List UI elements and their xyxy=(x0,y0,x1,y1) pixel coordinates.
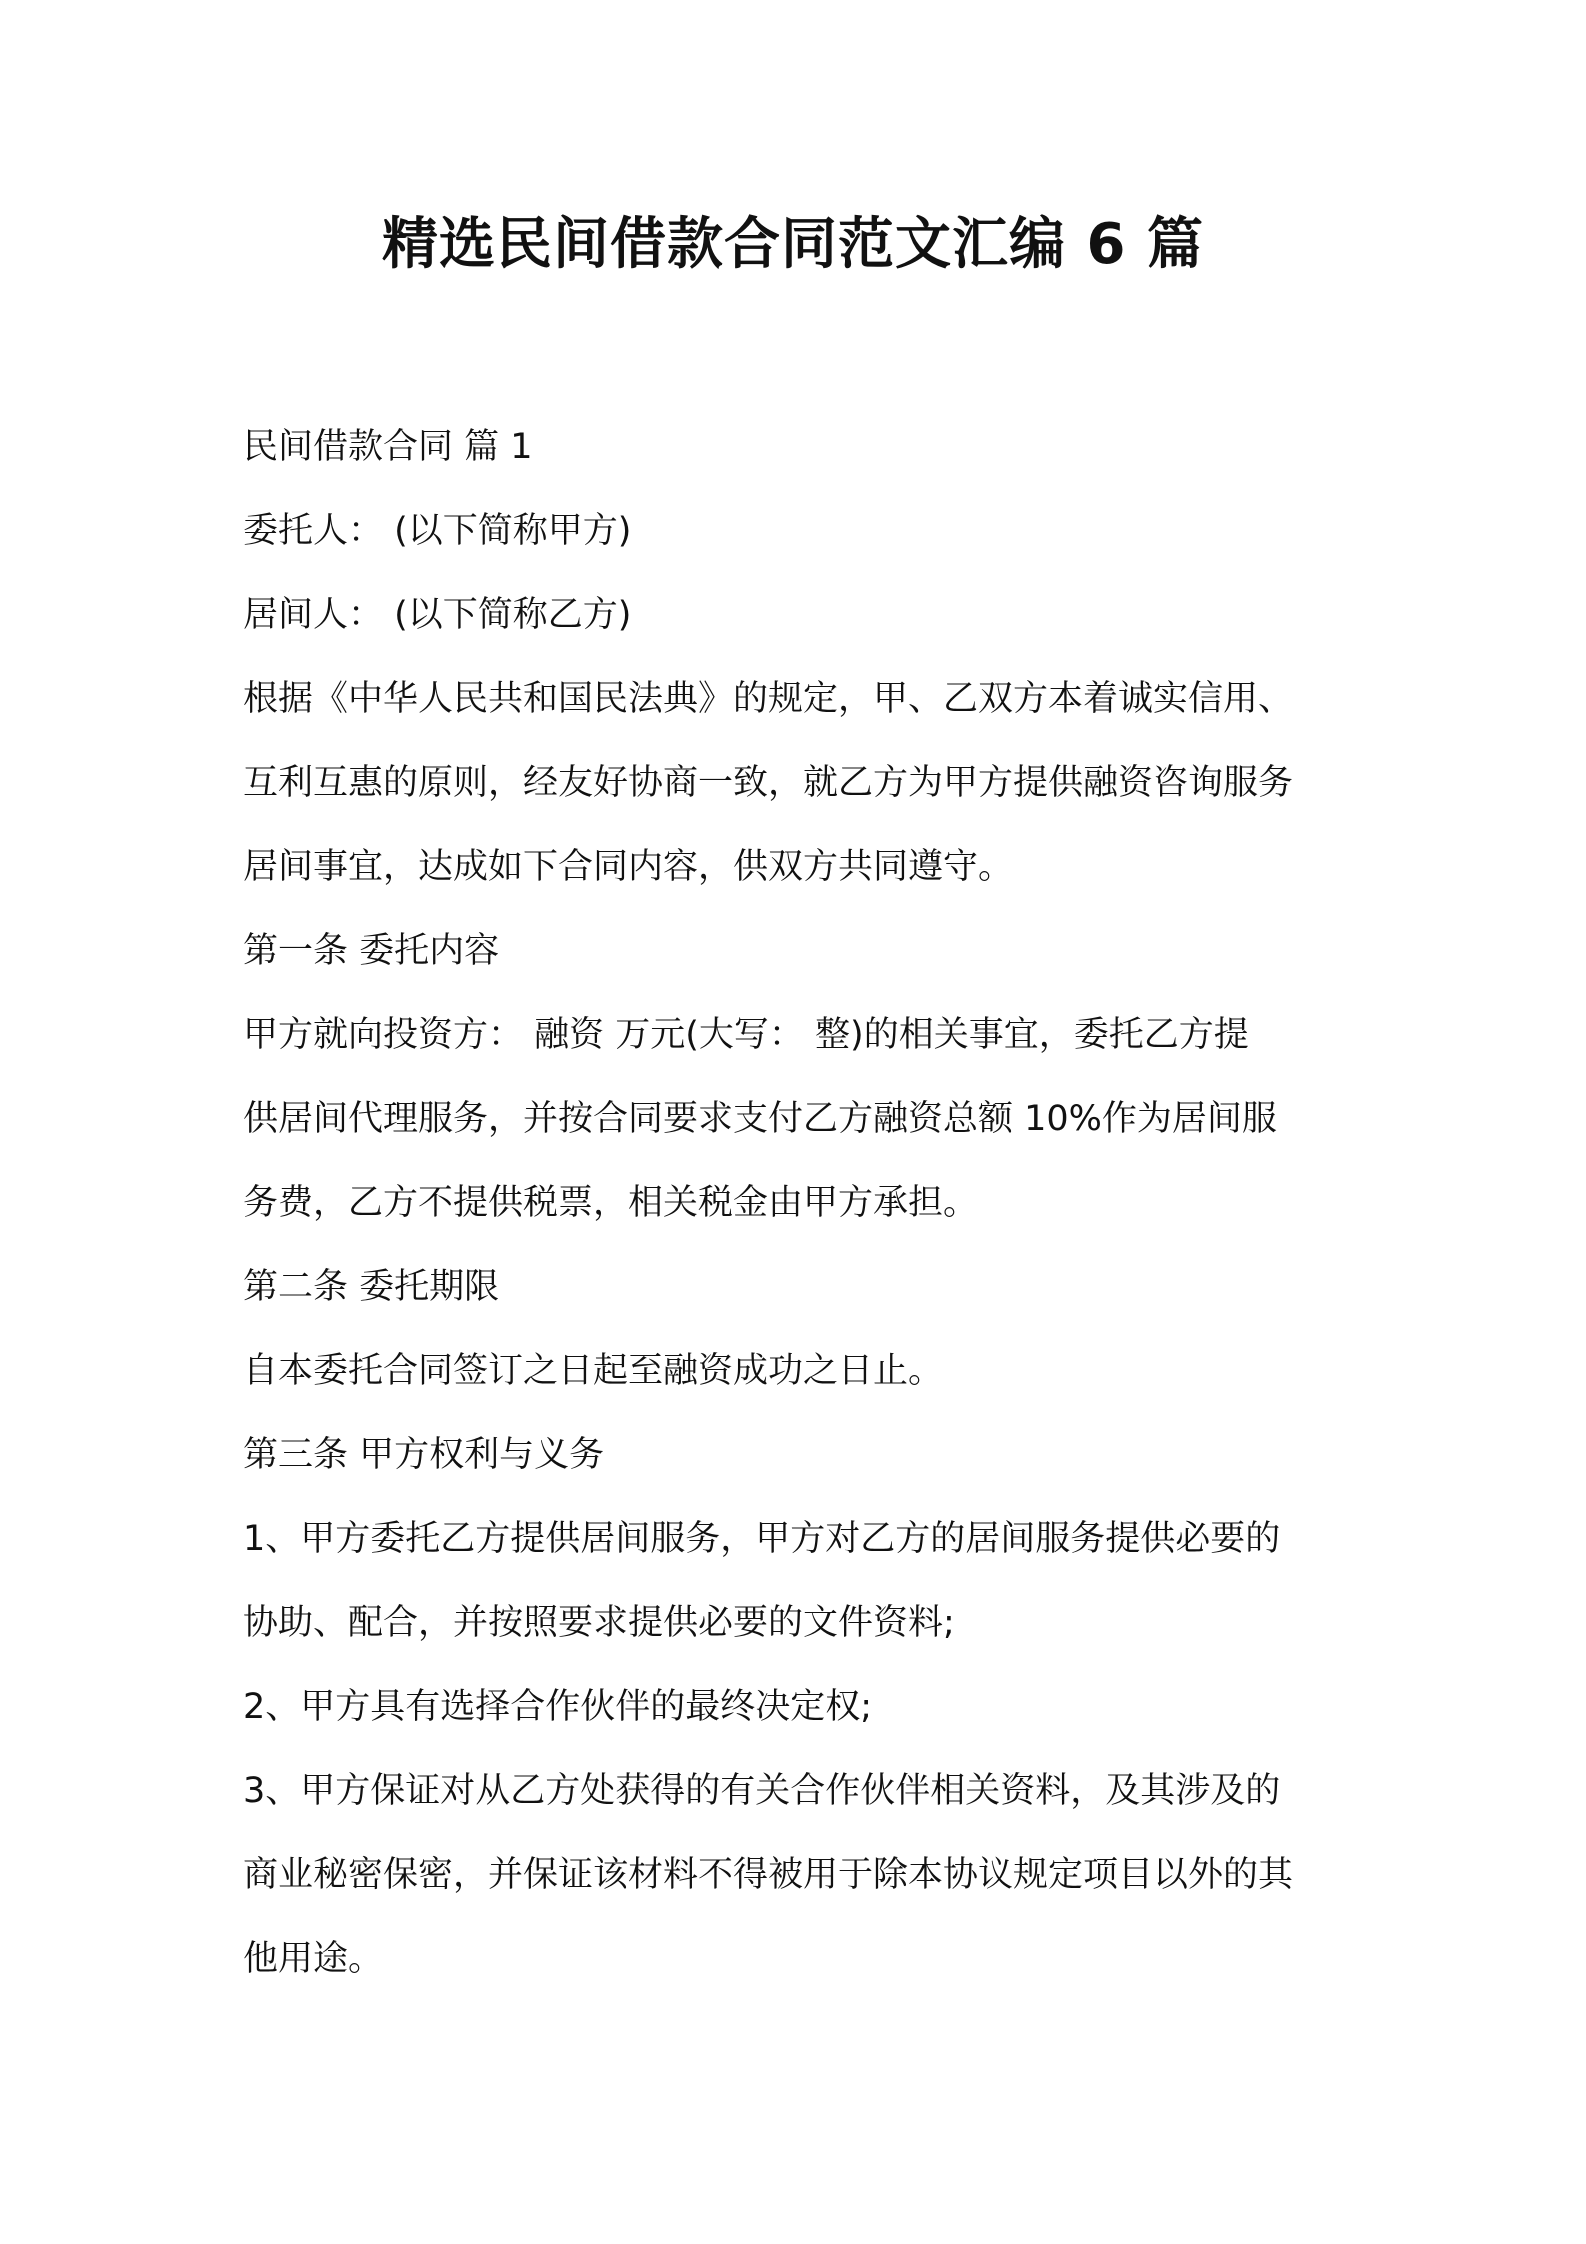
article-1-line-3: 务费，乙方不提供税票，相关税金由甲方承担。 xyxy=(243,1183,979,1223)
article-3-item-3-line-2: 商业秘密保密，并保证该材料不得被用于除本协议规定项目以外的其 xyxy=(243,1855,1294,1895)
article-3-heading: 第三条 甲方权利与义务 xyxy=(243,1435,605,1475)
document-body xyxy=(243,405,1353,2001)
preamble-line-3: 居间事宜，达成如下合同内容，供双方共同遵守。 xyxy=(243,847,1014,887)
article-3-item-3-line-3: 他用途。 xyxy=(243,1939,384,1979)
preamble-line-1: 根据《中华人民共和国民法典》的规定，甲、乙双方本着诚实信用、 xyxy=(243,679,1294,719)
article-1-heading: 第一条 委托内容 xyxy=(243,931,500,971)
party-principal-line: 委托人： (以下简称甲方) xyxy=(243,511,632,551)
article-1-line-2: 供居间代理服务，并按合同要求支付乙方融资总额 10%作为居间服 xyxy=(243,1099,1277,1139)
article-1-line-1: 甲方就向投资方： 融资 万元(大写： 整)的相关事宜，委托乙方提 xyxy=(243,1015,1249,1055)
article-2-line-1: 自本委托合同签订之日起至融资成功之日止。 xyxy=(243,1351,944,1391)
article-3-item-2: 2、甲方具有选择合作伙伴的最终决定权; xyxy=(243,1687,873,1727)
preamble-line-2: 互利互惠的原则，经友好协商一致，就乙方为甲方提供融资咨询服务 xyxy=(243,763,1294,803)
party-intermediary-line: 居间人： (以下简称乙方) xyxy=(243,595,632,635)
article-3-item-1-line-2: 协助、配合，并按照要求提供必要的文件资料; xyxy=(243,1603,955,1643)
document-title: 精选民间借款合同范文汇编 6 篇 xyxy=(382,212,1204,277)
section-heading-contract-1: 民间借款合同 篇 1 xyxy=(243,427,533,467)
article-2-heading: 第二条 委托期限 xyxy=(243,1267,500,1307)
article-3-item-1-line-1: 1、甲方委托乙方提供居间服务，甲方对乙方的居间服务提供必要的 xyxy=(243,1519,1281,1559)
article-3-item-3-line-1: 3、甲方保证对从乙方处获得的有关合作伙伴相关资料，及其涉及的 xyxy=(243,1771,1281,1811)
